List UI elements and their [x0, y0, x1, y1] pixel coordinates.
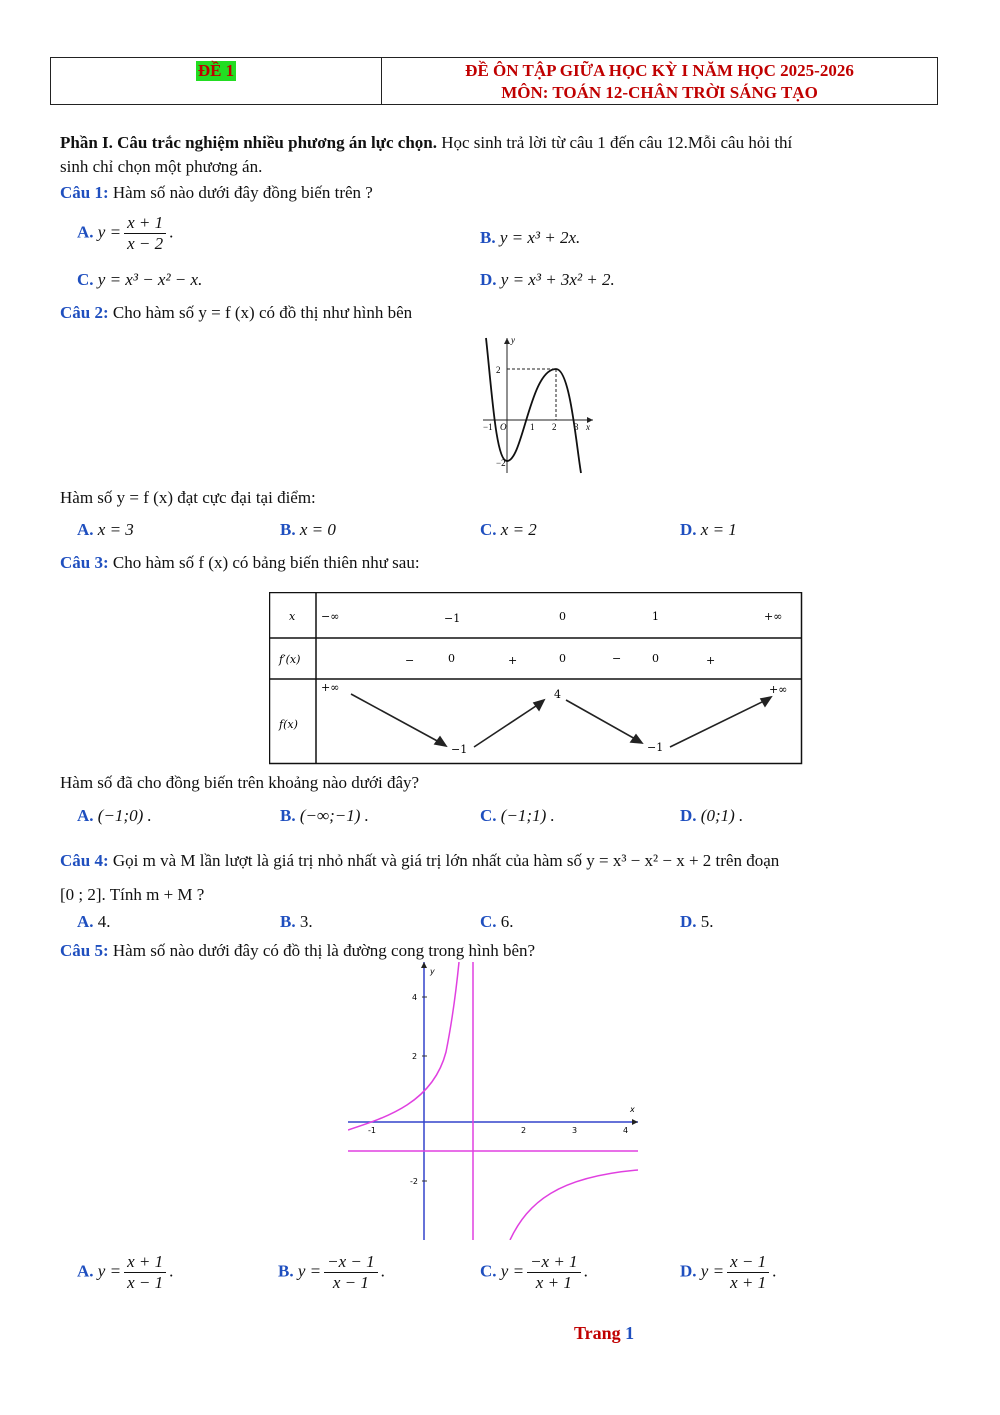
sign: + [508, 654, 518, 667]
q3-stem: Câu 3: Cho hàm số f (x) có bảng biến thiên như sau: [60, 553, 420, 572]
svg-text:x: x [586, 422, 590, 432]
svg-text:−1: −1 [483, 422, 493, 432]
f-val: −1 [647, 741, 664, 754]
svg-text:2: 2 [412, 1052, 418, 1061]
sign: + [706, 654, 716, 667]
q1-stem: Câu 1: Hàm số nào dưới đây đồng biến trên ? [60, 183, 373, 202]
var-table-fp-label: f′(x) [279, 653, 301, 666]
q5-option-a: A. y = $\frac{x + 1}{x - 1}$ . [77, 1252, 174, 1292]
var-table-x-label: x [289, 610, 296, 623]
q4-option-d: D. 5. [680, 912, 714, 931]
svg-text:3: 3 [572, 1126, 578, 1135]
sign: 0 [448, 652, 455, 665]
svg-text:y: y [511, 335, 515, 345]
q1-option-d: D. y = x³ + 3x² + 2. [480, 270, 615, 289]
svg-text:2: 2 [521, 1126, 527, 1135]
svg-text:1: 1 [530, 422, 535, 432]
q2-option-b: B. x = 0 [280, 520, 336, 539]
exam-code: ĐỀ 1 [197, 61, 235, 80]
svg-text:2: 2 [552, 422, 557, 432]
part-title: Phần I. Câu trắc nghiệm nhiều phương án lực chọn. [60, 133, 437, 152]
svg-text:O: O [500, 422, 507, 432]
f-val: −1 [451, 743, 468, 756]
q2-stem: Câu 2: Cho hàm số y = f (x) có đồ thị như hình bên [60, 303, 413, 322]
f-val: 4 [554, 688, 561, 701]
q3-option-c: C. (−1;1) . [480, 806, 555, 825]
f-val: +∞ [769, 683, 788, 696]
exam-subject: MÔN: TOÁN 12-CHÂN TRỜI SÁNG TẠO [501, 83, 818, 102]
q5-option-d: D. y = $\frac{x - 1}{x + 1}$ . [680, 1252, 777, 1292]
q1-option-b: B. y = x³ + 2x. [480, 228, 581, 247]
part-text: Học sinh trả lời từ câu 1 đến câu 12.Mỗi câu hỏi thí [436, 133, 793, 152]
q5-stem: Câu 5: Hàm số nào dưới đây có đồ thị là đường cong trong hình bên? [60, 941, 536, 960]
svg-text:-2: -2 [410, 1177, 418, 1186]
q3-option-b: B. (−∞;−1) . [280, 806, 369, 825]
svg-text:x: x [630, 1105, 635, 1114]
svg-text:4: 4 [623, 1126, 629, 1135]
f-val: +∞ [321, 681, 340, 694]
x-val: −∞ [321, 610, 340, 623]
q1-option-c: C. y = x³ − x² − x. [77, 270, 203, 289]
svg-text:-1: -1 [368, 1126, 376, 1135]
part-text2: sinh chỉ chọn một phương án. [60, 157, 263, 176]
x-val: −1 [444, 612, 461, 625]
sign: − [405, 654, 415, 667]
q4-option-b: B. 3. [280, 912, 313, 931]
sign: − [612, 652, 622, 665]
q5-option-c: C. y = $\frac{-x + 1}{x + 1}$ . [480, 1252, 588, 1292]
q1-option-a: A. y = $\frac{x + 1}{x - 2}$ . [77, 213, 174, 253]
q2-question: Hàm số y = f (x) đạt cực đại tại điểm: [60, 488, 316, 507]
exam-title: ĐỀ ÔN TẬP GIỮA HỌC KỲ I NĂM HỌC 2025-2026 [465, 61, 854, 80]
page-footer: Trang 1 [574, 1323, 635, 1343]
x-val: +∞ [764, 610, 783, 623]
q2-graph [478, 333, 598, 478]
sign: 0 [652, 652, 659, 665]
svg-text:y: y [430, 967, 435, 976]
svg-text:2: 2 [496, 365, 501, 375]
var-table-f-label: f(x) [279, 718, 298, 731]
q4-option-c: C. 6. [480, 912, 514, 931]
x-val: 0 [559, 610, 566, 623]
q4-option-a: A. 4. [77, 912, 111, 931]
q5-graph [348, 962, 640, 1240]
header-table [50, 57, 938, 105]
sign: 0 [559, 652, 566, 665]
q2-option-c: C. x = 2 [480, 520, 537, 539]
svg-text:4: 4 [412, 993, 418, 1002]
x-val: 1 [652, 610, 659, 623]
q2-option-a: A. x = 3 [77, 520, 134, 539]
svg-text:−2: −2 [496, 458, 506, 468]
q3-option-d: D. (0;1) . [680, 806, 744, 825]
q3-variation-table [269, 592, 803, 765]
part-intro [60, 131, 940, 179]
q3-option-a: A. (−1;0) . [77, 806, 152, 825]
q5-option-b: B. y = $\frac{-x - 1}{x - 1}$ . [278, 1252, 385, 1292]
q4-stem: Câu 4: Gọi m và M lần lượt là giá trị nhỏ nhất và giá trị lớn nhất của hàm số y = x³ − x² − x + 2 trên đoạn [0 ; 2]. Tính m + M ? [60, 851, 780, 904]
q3-question: Hàm số đã cho đồng biến trên khoảng nào dưới đây? [60, 773, 420, 792]
q2-option-d: D. x = 1 [680, 520, 737, 539]
svg-text:3: 3 [574, 422, 579, 432]
